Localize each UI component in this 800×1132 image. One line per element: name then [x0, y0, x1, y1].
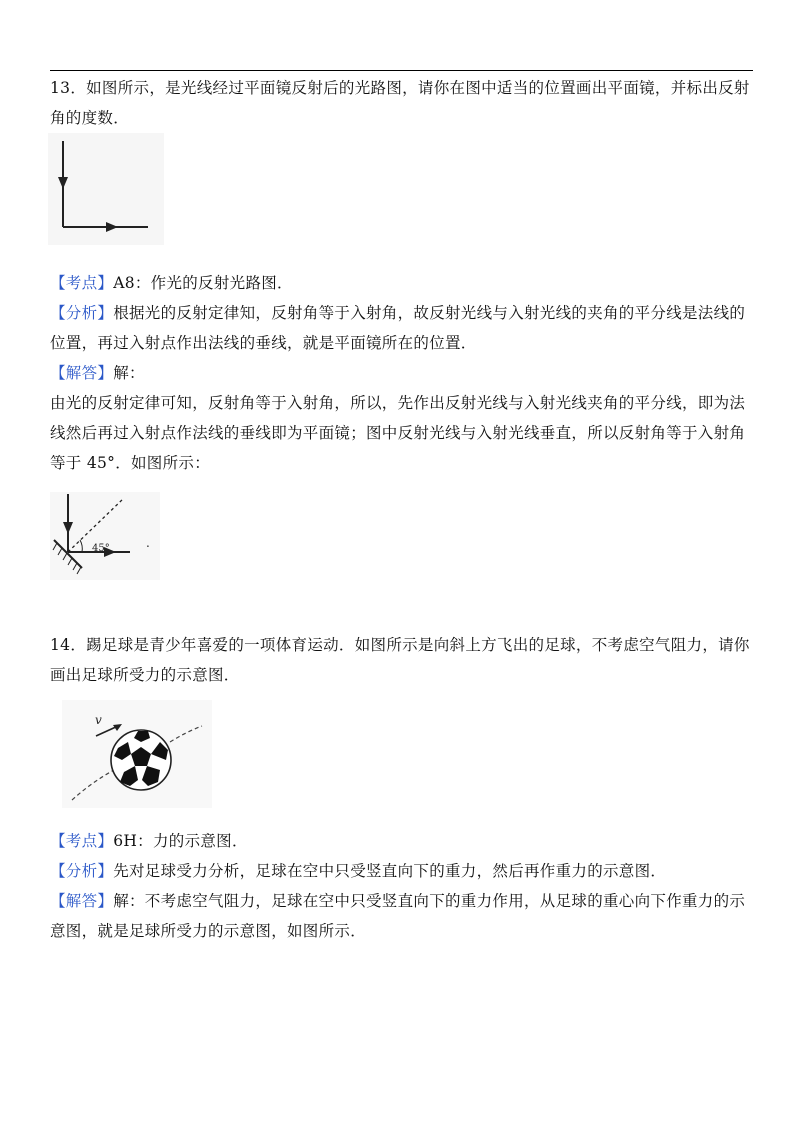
q14-fenxi	[50, 856, 756, 886]
football-icon	[111, 730, 171, 790]
kaodian-text: 6H：力的示意图．	[113, 832, 248, 850]
trailing-dot: .	[146, 536, 150, 550]
fenxi-tag: 【分析】	[50, 304, 114, 322]
top-rule	[50, 70, 753, 71]
q13-answer-figure	[50, 492, 160, 580]
velocity-label: v	[95, 713, 102, 727]
q14-kaodian	[50, 826, 756, 856]
fenxi-tag: 【分析】	[50, 862, 114, 880]
kaodian-text: A8：作光的反射光路图．	[113, 274, 293, 292]
q14-jieda	[50, 886, 756, 946]
fenxi-text: 先对足球受力分析，足球在空中只受竖直向下的重力，然后再作重力的示意图．	[113, 862, 667, 880]
angle-label: 45°	[92, 543, 110, 554]
q13-solution: 由光的反射定律可知，反射角等于入射角，所以，先作出反射光线与入射光线夹角的平分线，即为法线然后再过入射点作法线的垂线即为平面镜；图中反射光线与入射光线垂直，所以反射角等于入射角等于 45°．如图所示：	[50, 394, 746, 472]
q14-football-figure	[62, 700, 212, 808]
figure-background	[50, 492, 160, 580]
q14-stem: 14．踢足球是青少年喜爱的一项体育运动．如图所示是向斜上方飞出的足球，不考虑空气阻力，请你画出足球所受力的示意图．	[50, 636, 750, 684]
jieda-tag: 【解答】	[50, 364, 114, 382]
q13-light-path-figure	[48, 133, 164, 245]
jieda-text: 解：不考虑空气阻力，足球在空中只受竖直向下的重力作用，从足球的重心向下作重力的示意图，就是足球所受力的示意图，如图所示．	[50, 892, 746, 940]
q13-kaodian	[50, 268, 756, 298]
q13-fenxi	[50, 298, 756, 358]
jieda-tag: 【解答】	[50, 892, 114, 910]
kaodian-tag: 【考点】	[50, 274, 114, 292]
fenxi-text: 根据光的反射定律知，反射角等于入射角，故反射光线与入射光线的夹角的平分线是法线的位置，再过入射点作出法线的垂线，就是平面镜所在的位置．	[50, 304, 746, 352]
kaodian-tag: 【考点】	[50, 832, 114, 850]
q13-stem: 13．如图所示，是光线经过平面镜反射后的光路图，请你在图中适当的位置画出平面镜，并标出反射角的度数．	[50, 79, 750, 127]
q13-jieda	[50, 358, 756, 388]
jieda-text: 解：	[113, 364, 145, 382]
